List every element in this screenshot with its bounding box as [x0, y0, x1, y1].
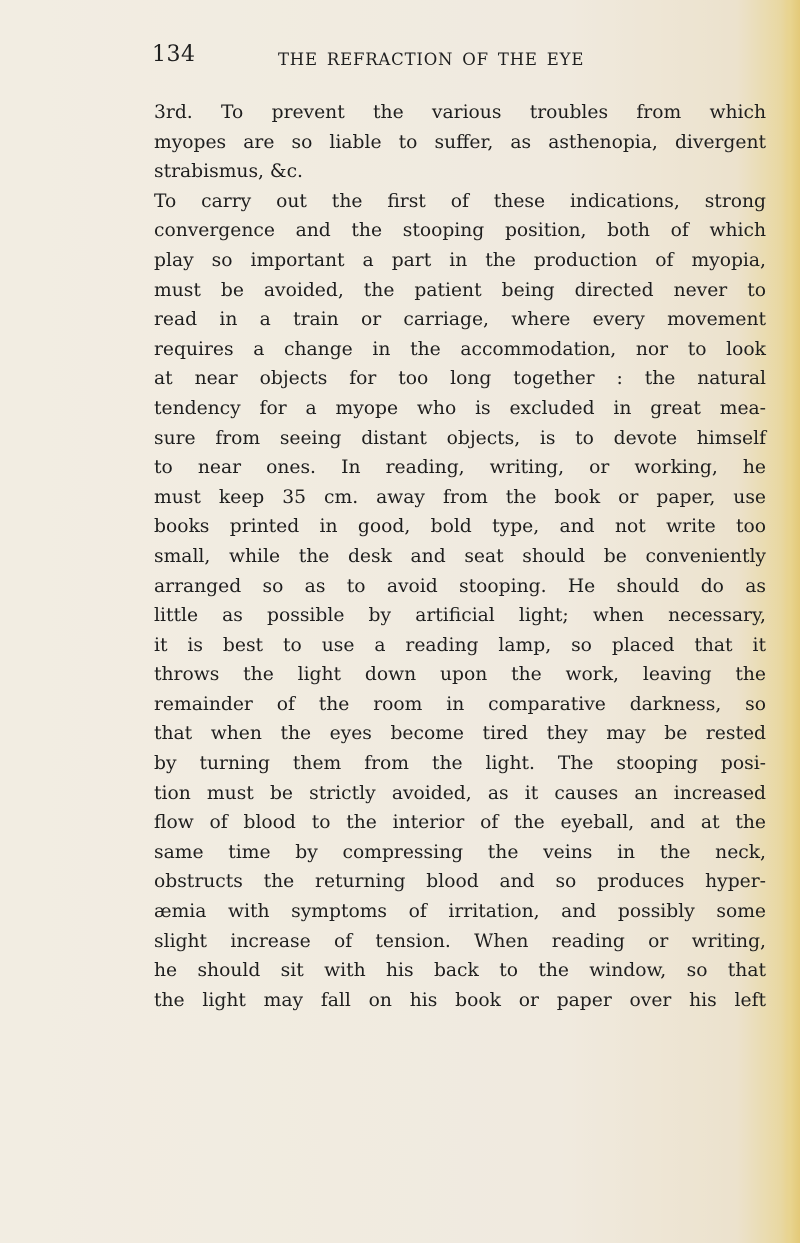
text-line: slight increase of tension. When reading or writing, — [154, 930, 766, 952]
text-line: flow of blood to the interior of the eyeball, and at the — [154, 812, 766, 834]
text-line: convergence and the stooping position, both of which — [154, 220, 766, 242]
text-line: it is best to use a reading lamp, so placed that it — [154, 634, 766, 656]
text-line: books printed in good, bold type, and not write too — [154, 516, 766, 538]
text-line: must keep 35 cm. away from the book or paper, use — [154, 486, 766, 508]
text-line: tion must be strictly avoided, as it causes an increased — [154, 782, 766, 804]
text-line: play so important a part in the production of myopia, — [154, 249, 766, 271]
text-line: by turning them from the light. The stooping posi- — [154, 753, 766, 775]
text-line: sure from seeing distant objects, is to devote himself — [154, 427, 766, 449]
text-line: æmia with symptoms of irritation, and possibly some — [154, 901, 766, 923]
text-line: same time by compressing the veins in the neck, — [154, 841, 766, 863]
body-text — [154, 98, 766, 1015]
text-line: he should sit with his back to the window, so that — [154, 960, 766, 982]
text-line: must be avoided, the patient being directed never to — [154, 279, 766, 301]
text-line: requires a change in the accommodation, nor to look — [154, 338, 766, 360]
text-line: arranged so as to avoid stooping. He should do as — [154, 575, 766, 597]
text-line: 3rd. To prevent the various troubles from which — [154, 102, 766, 123]
text-line: obstructs the returning blood and so produces hyper- — [154, 871, 766, 893]
text-line: strabismus, &c. — [154, 161, 303, 183]
text-line: at near objects for too long together : the natural — [154, 368, 766, 390]
text-line: read in a train or carriage, where every movement — [154, 309, 766, 331]
text-line: remainder of the room in comparative darkness, so — [154, 693, 766, 715]
text-line: that when the eyes become tired they may be rested — [154, 723, 766, 745]
text-line: To carry out the first of these indications, strong — [154, 190, 766, 212]
text-line: throws the light down upon the work, leaving the — [154, 664, 766, 686]
page-number: 134 — [152, 42, 196, 67]
text-line: tendency for a myope who is excluded in great mea- — [154, 397, 766, 419]
page-edge — [782, 0, 800, 1243]
text-line: myopes are so liable to suffer, as asthenopia, divergent — [154, 131, 766, 153]
text-line: the light may fall on his book or paper over his left — [154, 989, 766, 1011]
text-line: to near ones. In reading, writing, or working, he — [154, 457, 766, 479]
text-line: small, while the desk and seat should be conveniently — [154, 545, 766, 567]
running-head: THE REFRACTION OF THE EYE — [278, 50, 585, 69]
text-line: little as possible by artificial light; when necessary, — [154, 605, 766, 627]
